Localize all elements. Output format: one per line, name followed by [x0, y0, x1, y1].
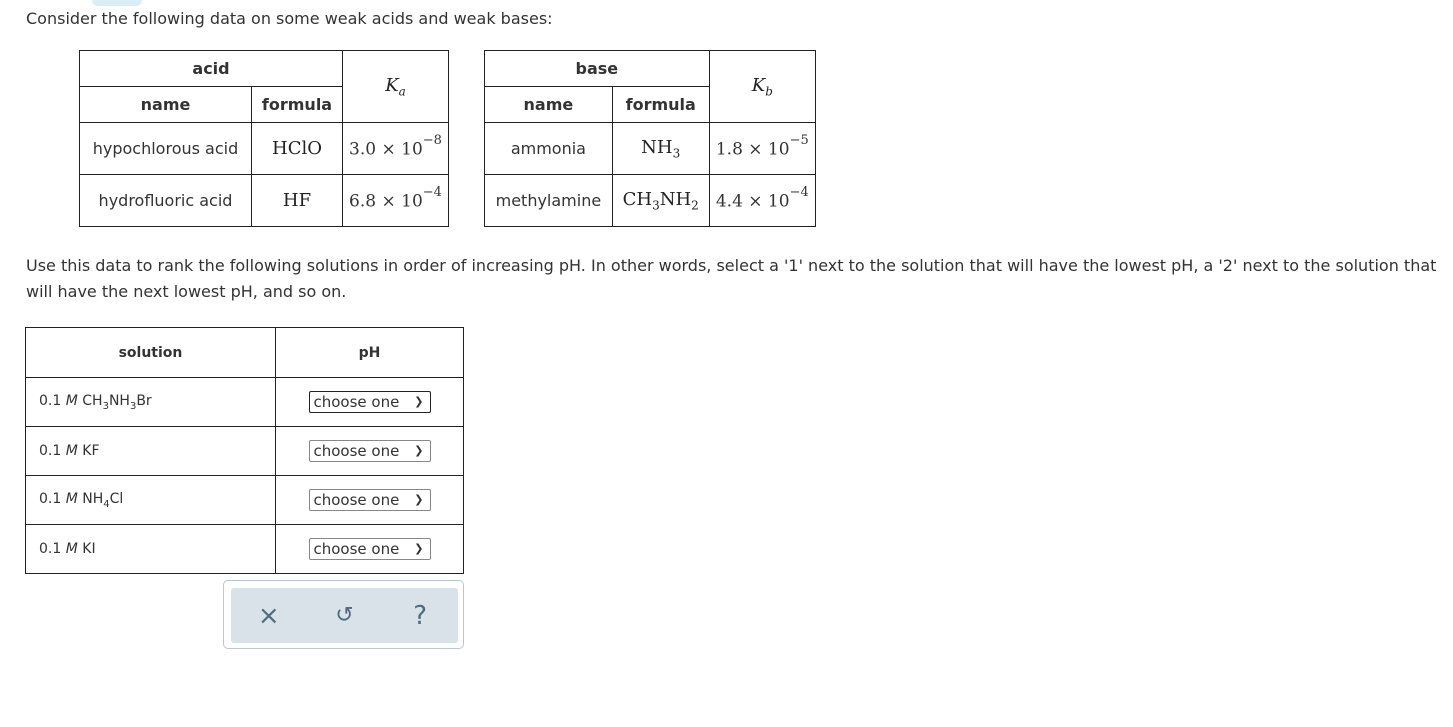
- ph-cell: [276, 427, 464, 476]
- chevron-down-icon: ❯: [414, 444, 424, 457]
- ph-cell: [276, 525, 464, 574]
- undo-icon[interactable]: ↺: [335, 603, 354, 628]
- ka-header: $K_a$: [343, 51, 449, 123]
- acid-name-header: name: [80, 87, 252, 123]
- acid-formula-header: formula: [252, 87, 343, 123]
- acid-name-cell: hydrofluoric acid: [80, 175, 252, 227]
- top-tab-edge: [92, 0, 142, 6]
- toolbar-button-group: [231, 588, 458, 643]
- rank-select[interactable]: choose one ❯: [309, 538, 431, 560]
- base-name-cell: ammonia: [485, 123, 613, 175]
- ph-cell: [276, 476, 464, 525]
- chevron-down-icon: ❯: [414, 395, 424, 408]
- rank-select[interactable]: choose one ❯: [309, 489, 431, 511]
- solution-cell: 0.1 M KF: [26, 427, 276, 476]
- kb-value-cell: $1.8 \times 10^{-5}$: [709, 123, 815, 175]
- answer-toolbar: [223, 580, 464, 649]
- intro-text: Consider the following data on some weak acids and weak bases:: [26, 9, 553, 28]
- acid-name-cell: hypochlorous acid: [80, 123, 252, 175]
- kb-value-cell: $4.4 \times 10^{-4}$: [709, 175, 815, 227]
- base-formula-cell: $CH_3NH_2$: [612, 175, 709, 227]
- base-group-header: base: [485, 51, 710, 87]
- ranking-table: [25, 327, 464, 574]
- solution-cell: 0.1 M KI: [26, 525, 276, 574]
- rank-select[interactable]: choose one ❯: [309, 391, 431, 413]
- ka-value-cell: $3.0 \times 10^{-8}$: [343, 123, 449, 175]
- base-table: [484, 50, 816, 227]
- ka-value-cell: $6.8 \times 10^{-4}$: [343, 175, 449, 227]
- help-icon[interactable]: ?: [413, 600, 428, 631]
- rank-select[interactable]: choose one ❯: [309, 440, 431, 462]
- chevron-down-icon: ❯: [414, 493, 424, 506]
- base-name-header: name: [485, 87, 613, 123]
- solution-header: solution: [26, 328, 276, 378]
- acid-table: [79, 50, 449, 227]
- acid-group-header: acid: [80, 51, 343, 87]
- instruction-text: Use this data to rank the following solutions in order of increasing pH. In other words, select a '1' next to the solution that will have the lowest pH, a '2' next to the solution that will have the next lowest pH, and so on.: [26, 256, 1437, 301]
- solution-cell: 0.1 M $CH_3NH_3Br$: [26, 378, 276, 427]
- acid-formula-cell: HClO: [252, 123, 343, 175]
- chevron-down-icon: ❯: [414, 542, 424, 555]
- base-name-cell: methylamine: [485, 175, 613, 227]
- base-formula-header: formula: [612, 87, 709, 123]
- kb-header: $K_b$: [709, 51, 815, 123]
- ph-header: pH: [276, 328, 464, 378]
- base-formula-cell: $NH_3$: [612, 123, 709, 175]
- close-icon[interactable]: ×: [257, 600, 280, 631]
- ph-cell: [276, 378, 464, 427]
- solution-cell: 0.1 M $NH_4Cl$: [26, 476, 276, 525]
- acid-formula-cell: HF: [252, 175, 343, 227]
